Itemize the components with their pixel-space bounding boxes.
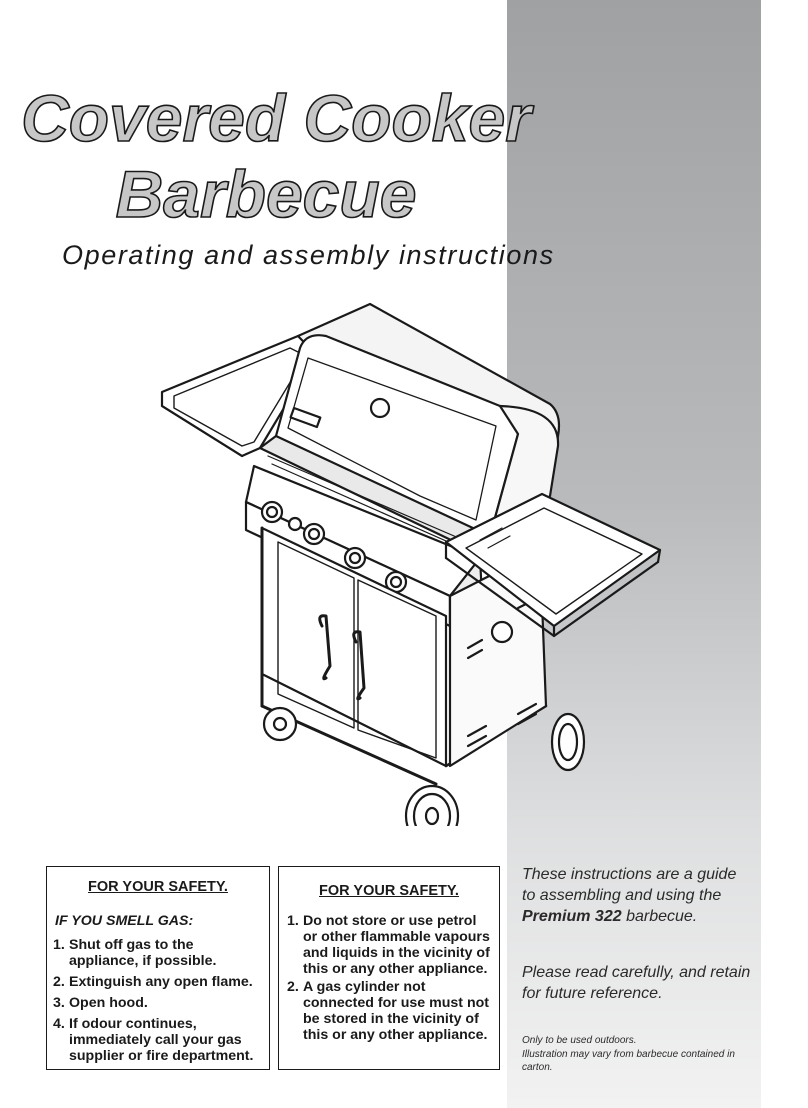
list-number: 1. xyxy=(287,913,299,929)
safety-heading: FOR YOUR SAFETY. xyxy=(319,883,459,899)
safety-subheading: IF YOU SMELL GAS: xyxy=(55,913,194,929)
safety-box-storage xyxy=(278,866,500,1070)
list-text: If odour continues, immediately call your gas supplier or fire department. xyxy=(69,1016,254,1064)
safety-list xyxy=(53,937,263,1064)
list-item xyxy=(287,913,493,977)
product-name: Premium 322 xyxy=(522,908,622,925)
list-text: Do not store or use petrol or other flammable vapours and liquids in the vicinity of this or any other appliance. xyxy=(303,913,490,977)
title-line-2: Barbecue xyxy=(115,157,417,231)
list-number: 3. xyxy=(53,995,65,1011)
safety-box-gas-smell xyxy=(46,866,270,1070)
title-line-1: Covered Cooker xyxy=(21,81,531,155)
list-text: Open hood. xyxy=(69,995,148,1011)
list-number: 2. xyxy=(287,979,299,995)
list-item xyxy=(53,995,263,1011)
illustration-disclaimer: Illustration may vary from barbecue contained in carton. xyxy=(522,1048,735,1073)
guide-note xyxy=(522,864,752,927)
list-number: 2. xyxy=(53,974,65,990)
list-item xyxy=(53,1016,263,1064)
safety-heading: FOR YOUR SAFETY. xyxy=(88,879,228,895)
fine-print xyxy=(522,1034,752,1075)
list-text: Shut off gas to the appliance, if possible. xyxy=(69,937,217,969)
safety-list xyxy=(287,913,493,1043)
list-item xyxy=(287,979,493,1043)
list-text: A gas cylinder not connected for use must not be stored in the vicinity of this or any other appliance. xyxy=(303,979,490,1043)
outdoor-notice: Only to be used outdoors. xyxy=(522,1035,637,1046)
subtitle: Operating and assembly instructions xyxy=(62,240,555,270)
list-text: Extinguish any open flame. xyxy=(69,974,253,990)
guide-suffix: barbecue. xyxy=(626,908,698,925)
list-number: 1. xyxy=(53,937,65,953)
guide-intro: These instructions are a guide to assembling and using the xyxy=(522,866,737,904)
barbecue-illustration xyxy=(150,296,670,826)
list-item xyxy=(53,937,263,969)
list-item xyxy=(53,974,263,990)
list-number: 4. xyxy=(53,1016,65,1032)
read-carefully-note: Please read carefully, and retain for future reference. xyxy=(522,964,751,1002)
